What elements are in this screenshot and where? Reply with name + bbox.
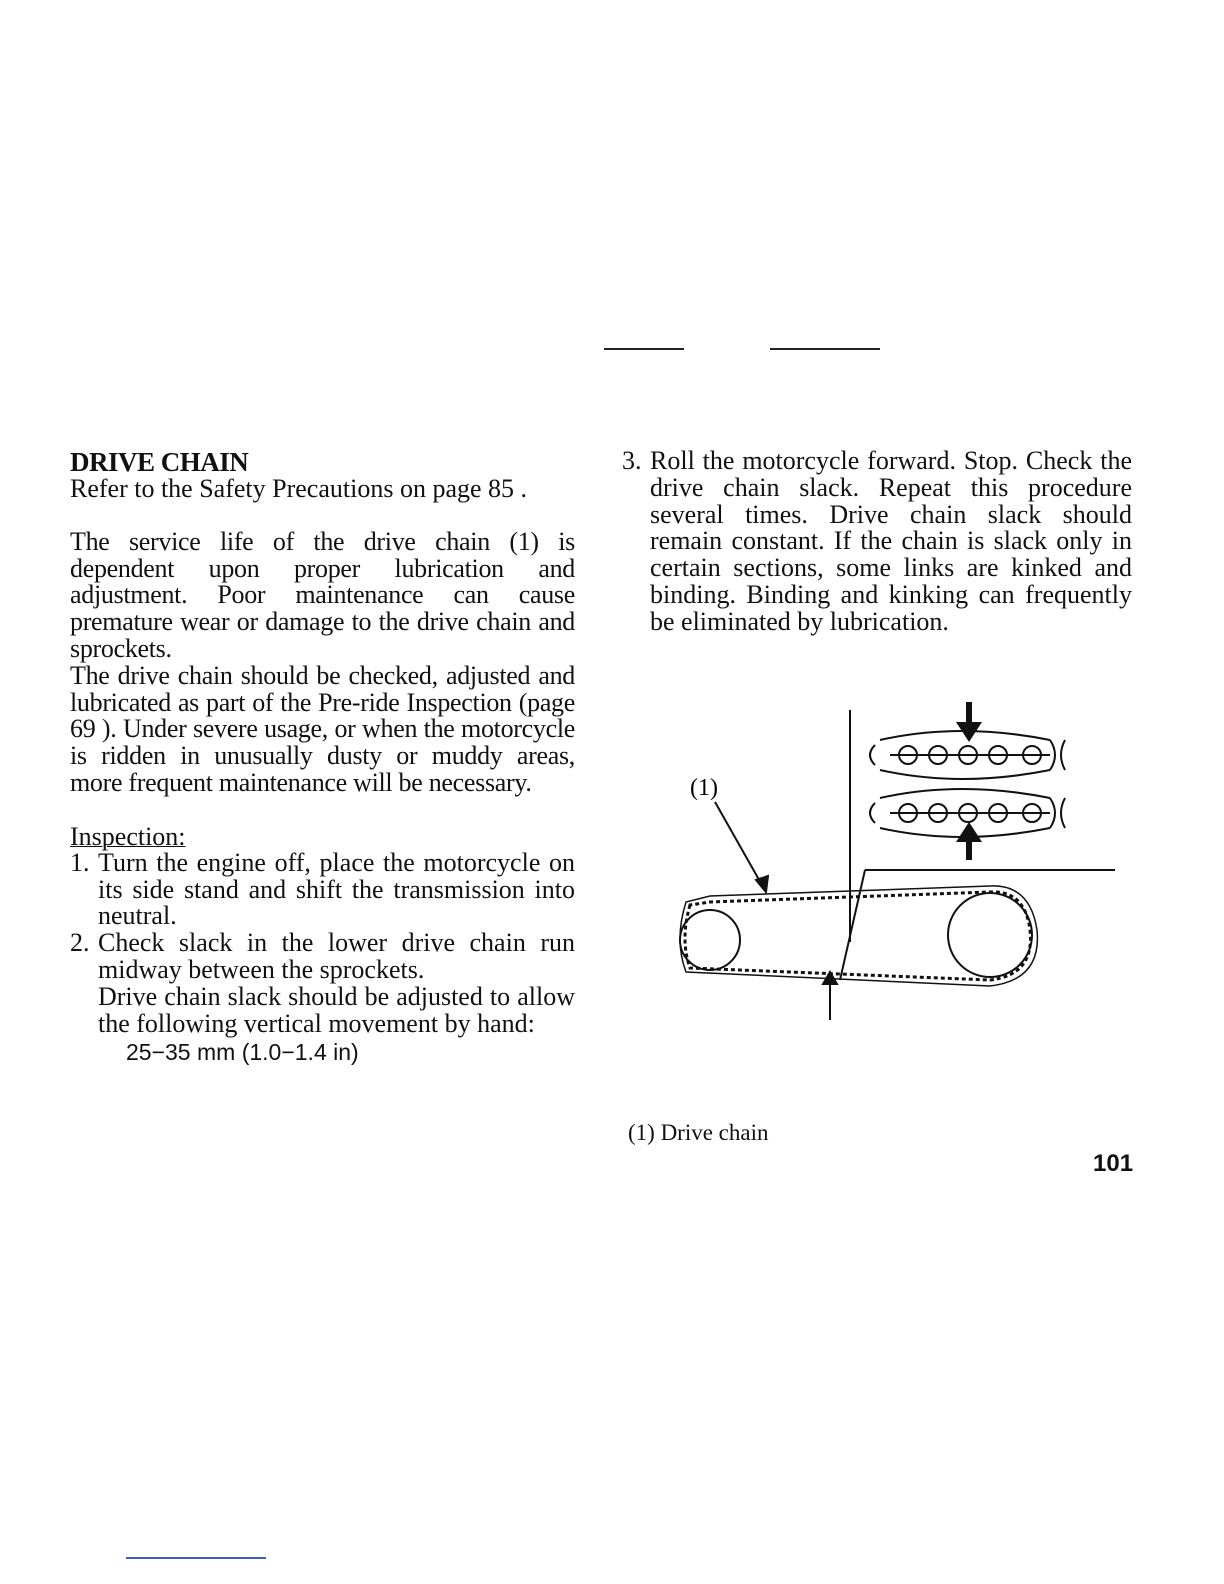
slack-specification: 25−35 mm (1.0−1.4 in) <box>126 1039 359 1066</box>
left-column <box>70 448 575 1067</box>
header-rule-right <box>770 348 880 350</box>
intro-paragraph-1: The service life of the drive chain (1) is dependent upon proper lubrication and adjustment. Poor maintenance can cause premature wear or damage to the drive chain and sprockets. <box>70 526 575 663</box>
figure-caption: (1) Drive chain <box>628 1120 769 1145</box>
drive-chain-diagram <box>660 680 1120 1030</box>
spacer <box>70 503 575 529</box>
slack-arrow-up-icon <box>956 822 982 860</box>
chain-detail-inset <box>840 710 1115 980</box>
step-2-detail: Drive chain slack should be adjusted to allow the following vertical movement by hand: <box>98 981 575 1038</box>
footer-rule <box>126 1557 266 1559</box>
step-number: 2. <box>70 928 90 958</box>
inspection-step-3 <box>622 448 1132 636</box>
intro-paragraph-2: The drive chain should be checked, adjusted and lubricated as part of the Pre-ride Inspection (page 69 ). Under severe usage, or when the motorcycle is ridden in unusually dusty or muddy areas, more frequent maintenance will be necessary. <box>70 660 575 797</box>
drive-chain-illustration <box>660 680 1120 1030</box>
lower-run-slack-arrow-icon <box>823 972 837 1020</box>
step-text: Turn the engine off, place the motorcycle on its side stand and shift the transmission into neutral. <box>98 847 575 931</box>
right-column <box>622 448 1132 636</box>
inspection-label: Inspection: <box>70 821 186 851</box>
step-number: 1. <box>70 847 90 877</box>
step-text: Roll the motorcycle forward. Stop. Check the drive chain slack. Repeat this procedure several times. Drive chain slack should remain constant. If the chain is slack only in certain sections, some links are kinked and binding. Binding and kinking can frequently be eliminated by lubrication. <box>650 446 1132 636</box>
slack-arrow-down-icon <box>956 702 982 742</box>
safety-reference: Refer to the Safety Precautions on page 85 . <box>70 474 528 503</box>
inspection-step-2 <box>70 930 575 984</box>
callout-leader-arrow-icon <box>715 802 768 892</box>
spacer <box>70 797 575 823</box>
step-text: Check slack in the lower drive chain run midway between the sprockets. <box>98 928 575 984</box>
header-rule-left <box>604 348 684 350</box>
page-number: 101 <box>1093 1150 1134 1177</box>
inspection-step-1 <box>70 847 575 931</box>
step-number: 3. <box>622 446 642 475</box>
section-title: DRIVE CHAIN <box>70 447 249 477</box>
drive-chain-callout: (1) <box>690 775 718 801</box>
